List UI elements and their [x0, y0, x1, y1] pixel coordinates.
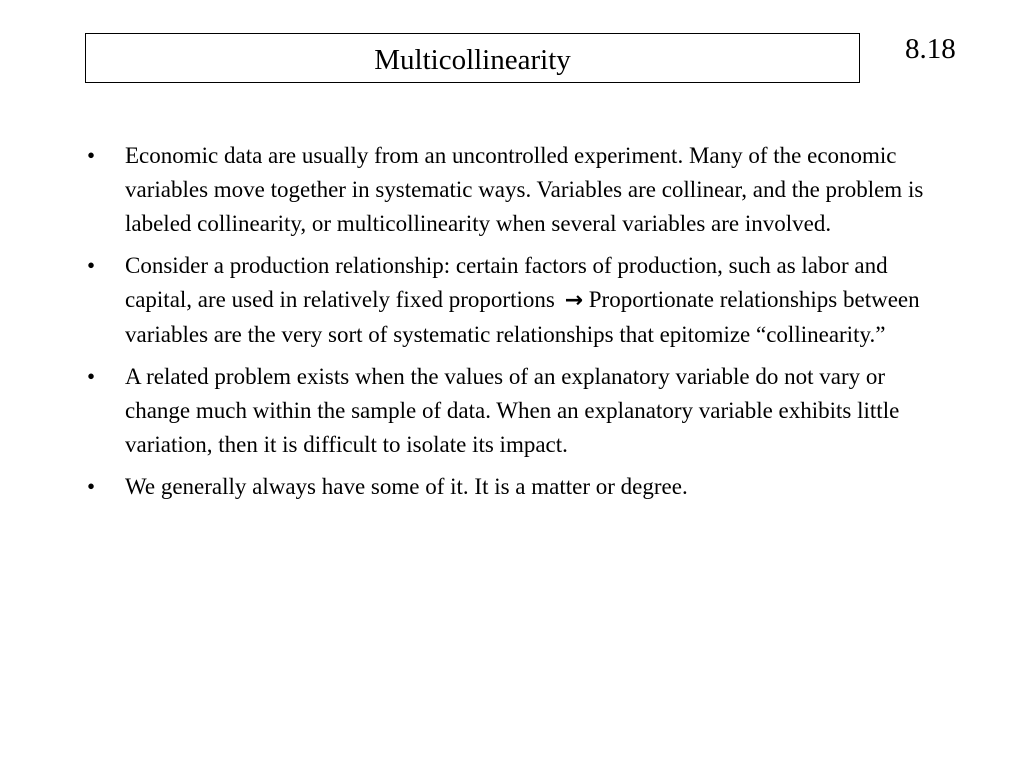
- bullet-marker: •: [87, 364, 96, 389]
- bullet-marker: •: [87, 253, 96, 278]
- bullet-marker: •: [87, 474, 96, 499]
- bullet-list: [85, 139, 955, 512]
- bullet-marker: •: [87, 143, 96, 168]
- right-arrow-icon: →: [564, 288, 584, 313]
- bullet-item-3: [85, 360, 955, 462]
- title-box: [85, 33, 860, 83]
- bullet-text-continued: Proportionate relationships between variables are the very sort of systematic relationships that epitomize “collinearity.”: [125, 287, 920, 347]
- bullet-text: A related problem exists when the values of an explanatory variable do not vary or change much within the sample of data. When an explanatory variable exhibits little variation, then it is difficult to isolate its impact.: [125, 364, 900, 457]
- bullet-text: Economic data are usually from an uncontrolled experiment. Many of the economic variables move together in systematic ways. Variables are collinear, and the problem is labeled collinearity, or multicollinearity when several variables are involved.: [125, 143, 924, 236]
- bullet-item-1: [85, 139, 955, 241]
- slide-number: 8.18: [905, 33, 956, 65]
- bullet-item-2: [85, 249, 955, 352]
- slide-title: Multicollinearity: [374, 43, 571, 76]
- bullet-text: Consider a production relationship: certain factors of production, such as labor and capital, are used in relatively fixed proportions: [125, 253, 888, 312]
- bullet-text: We generally always have some of it. It is a matter or degree.: [125, 474, 688, 499]
- bullet-item-4: [85, 470, 955, 504]
